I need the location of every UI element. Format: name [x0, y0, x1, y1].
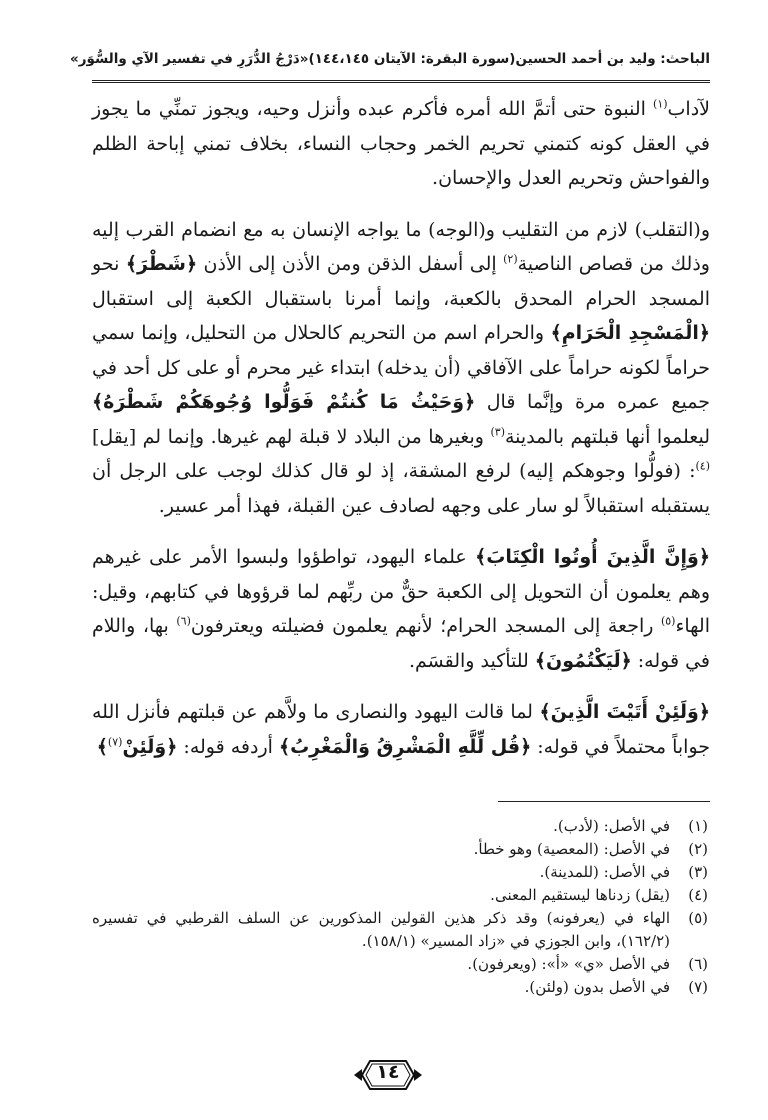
- footnote-item: [92, 884, 708, 907]
- footnote-item: [92, 838, 708, 861]
- footnote-number: (١): [688, 817, 708, 835]
- quran-quote: ﴿لَيَكْتُمُونَ﴾: [534, 649, 632, 672]
- footnote-item: [92, 861, 708, 884]
- text-run: : (فولُّوا وجوهكم إليه) لرفع المشقة، إذ لو قال كذلك لوجب على الرجل أن يستقبله استقبالاً لو سار على وجهه لصادف عين القبلة، فهذا أمر عسير.: [92, 460, 710, 517]
- footnote-text: في الأصل: (المعصية) وهو خطأ.: [473, 840, 670, 858]
- text-run: بها، واللام في قوله:: [92, 615, 710, 672]
- quran-quote: ﴾: [96, 735, 108, 758]
- footnotes-list: [92, 815, 708, 999]
- footnote-marker: (١): [653, 97, 668, 111]
- footnote-item: [92, 953, 708, 976]
- footnote-number: (٦): [688, 955, 708, 973]
- text-run: للتأكيد والقسَم.: [408, 649, 535, 672]
- page-number: ١٤: [376, 1061, 400, 1083]
- footnote-number: (٥): [688, 909, 708, 927]
- footnote-marker: (٧): [107, 735, 123, 749]
- footnote-number: (٤): [688, 886, 708, 904]
- text-run: النبوة حتى أتمَّ الله أمره فأكرم عبده وأنزل وحيه، ويجوز تمنِّي ما يجوز في العقل كونه كتمني تحريم الخمر وحجاب النساء، بخلاف تمني إباحة الظلم والفواحش وتحريم العدل والإحسان.: [92, 98, 710, 189]
- quran-quote: ﴿وَلَئِنْ: [122, 735, 178, 758]
- footnote-marker: (٢): [503, 252, 518, 266]
- text-run: نحو المسجد الحرام المحدق بالكعبة، وإنما أمرنا باستقبال الكعبة إلى استقبال: [92, 253, 710, 310]
- footnote-item: [92, 976, 708, 999]
- text-run: لما قالت اليهود والنصارى ما ولاَّهم عن قبلتهم فأنزل الله جواباً محتملاً في قوله:: [92, 701, 710, 758]
- text-run: راجعة إلى المسجد الحرام؛ لأنهم يعلمون فضيلته ويعترفون: [190, 615, 661, 637]
- quran-quote: ﴿شَطْرَ﴾: [125, 253, 198, 275]
- text-run: لآداب: [667, 98, 710, 120]
- footnote-text: في الأصل: (لأدب).: [553, 817, 670, 835]
- footnote-marker: (٥): [660, 614, 676, 628]
- quran-quote: ﴿قُل لِّلَّهِ الْمَشْرِقُ وَالْمَغْرِبُ﴾: [278, 735, 532, 758]
- text-run: ليعلموا أنها قبلتهم بالمدينة: [504, 425, 710, 448]
- footnote-item: [92, 815, 708, 838]
- text-run: وبغيرها من البلاد لا قبلة لهم غيرها. وإنما لم [يقل]: [92, 425, 491, 448]
- quran-quote: ﴿وَلَئِنْ أَتَيْتَ الَّذِينَ﴾: [539, 701, 710, 723]
- text-run: علماء اليهود، تواطؤوا ولبسوا الأمر على غيرهم وهم يعلمون أن التحويل إلى الكعبة حقٌّ من ربِّهم لما قرؤوها في كتابهم، وقيل: الهاء: [92, 546, 711, 637]
- text-run: والحرام اسم من التحريم كالحلال من التحليل، وإنما سمي حراماً لكونه حراماً على الآفاقي (أن يدخله) ابتداء غير محرم أو على كل أحد في جميع عمره مرة وإنَّما قال: [92, 322, 710, 413]
- main-text: [92, 92, 710, 781]
- text-run: إلى أسفل الذقن ومن الأذن إلى الأذن: [197, 253, 504, 275]
- quran-quote: ﴿الْمَسْجِدِ الْحَرَامِ﴾: [550, 322, 710, 344]
- header-author: الباحث: وليد بن أحمد الحسين: [515, 51, 710, 67]
- text-run: أردفه قوله:: [177, 735, 279, 758]
- page-number-ornament: [352, 1058, 424, 1092]
- footnote-number: (٧): [688, 978, 708, 996]
- quran-quote: ﴿وَحَيْثُ مَا كُنتُمْ فَوَلُّوا وُجُوهَكُمْ شَطْرَهُ﴾: [92, 391, 476, 413]
- footnote-text: الهاء في (يعرفونه) وقد ذكر هذين القولين المذكورين عن السلف القرطبي في تفسيره (١٦٢/٢)، وابن الجوزي في «زاد المسير» (١٥٨/١).: [92, 909, 670, 950]
- footnote-text: في الأصل بدون (ولئن).: [524, 978, 670, 996]
- footnote-number: (٢): [688, 840, 708, 858]
- text-run: و(التقلب) لازم من التقليب و(الوجه) ما يواجه الإنسان به مع انضمام القرب إليه وذلك من قصاص الناصية: [92, 218, 710, 275]
- header-book-title: «دَرْجُ الدُّرَرِ في تفسير الآي والسُّوَر»: [69, 51, 309, 67]
- paragraph: [92, 213, 710, 524]
- footnote-marker: (٤): [695, 459, 710, 473]
- footnote-number: (٣): [688, 863, 708, 881]
- paragraph: [92, 540, 710, 678]
- footnote-item: [92, 907, 708, 953]
- header-surah-reference: (سورة البقرة: الآيتان ١٤٤،١٤٥): [308, 51, 516, 67]
- footnote-divider: [498, 801, 710, 802]
- paragraph: [92, 695, 710, 764]
- running-header: [69, 44, 710, 83]
- quran-quote: ﴿وَإِنَّ الَّذِينَ أُوتُوا الْكِتَابَ﴾: [475, 546, 710, 568]
- footnote-marker: (٦): [176, 614, 191, 628]
- footnote-marker: (٣): [490, 425, 505, 439]
- footnote-text: (يقل) زدناها ليستقيم المعنى.: [490, 886, 670, 904]
- paragraph: [92, 92, 710, 196]
- footnote-text: في الأصل: (للمدينة).: [539, 863, 670, 881]
- footnote-text: في الأصل «ي» «أ»: (ويعرفون).: [467, 955, 670, 973]
